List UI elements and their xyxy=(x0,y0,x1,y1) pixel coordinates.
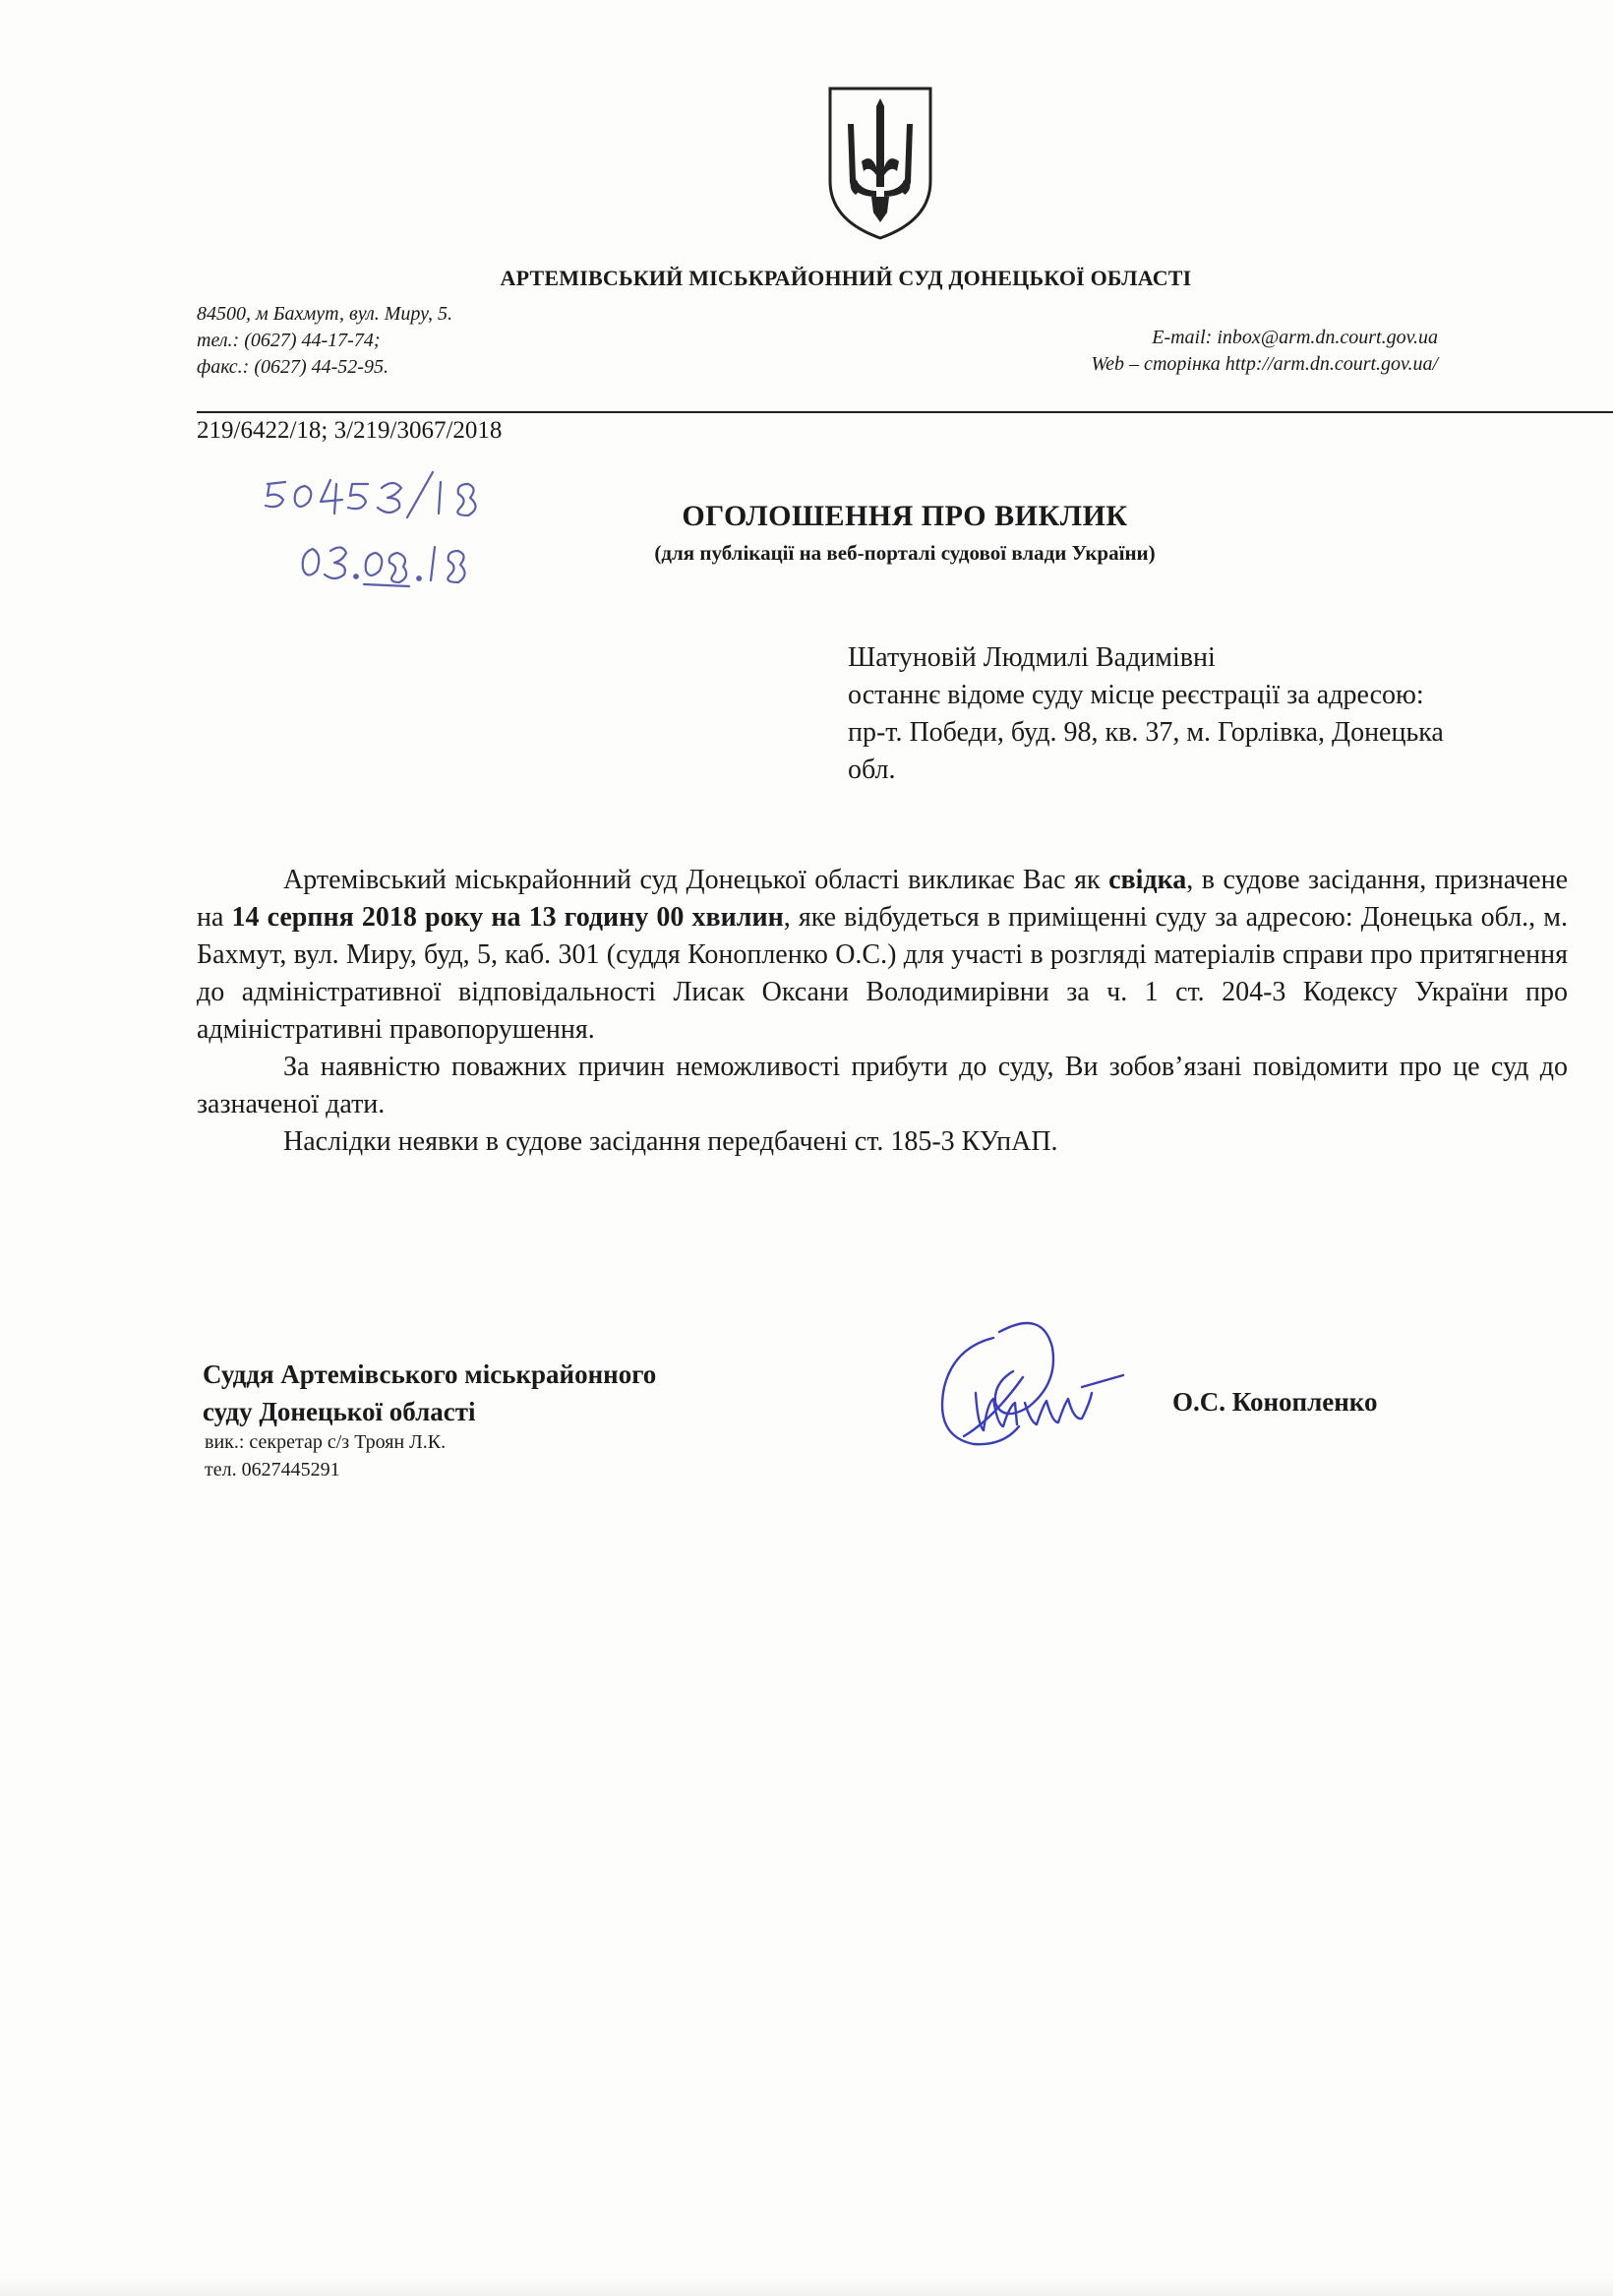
court-phone: тел.: (0627) 44-17-74; xyxy=(197,330,381,351)
body-paragraph-consequences: Наслідки неявки в судове засідання передбачені ст. 185-3 КУпАП. xyxy=(283,1126,1058,1157)
court-fax: факс.: (0627) 44-52-95. xyxy=(197,356,388,378)
hearing-datetime: 14 серпня 2018 року на 13 годину 00 хвилин xyxy=(231,902,784,933)
judge-name: О.С. Коноплeнко xyxy=(1172,1387,1378,1417)
handwritten-date xyxy=(295,531,511,590)
judge-title: Суддя Артемівського міськрайонного суду Донецької області xyxy=(203,1359,657,1426)
court-name: АРТЕМІВСЬКИЙ МІСЬКРАЙОННИЙ СУД ДОНЕЦЬКОЇ ОБЛАСТІ xyxy=(500,266,1192,290)
body-paragraph-summons: Артемівський міськрайонний суд Донецької області викликає Вас як свідка, в судове засідання, призначене на 14 серпня 2018 року на 13 годину 00 хвилин, яке відбудеться в приміщенні суду за адресою: Донецька обл., м. Бахмут, вул. Миру, буд, 5, каб. 301 (суддя Коноплeнко О.С.) для участі в розгляді матеріалів справи про притягнення до адміністративної відповідальності Лисак Оксани Володимирівни за ч. 1 ст. 204-3 Кодексу України про адміністративні правопорушення. xyxy=(197,865,1568,1045)
addressee-address-line: останнє відоме суду місце реєстрації за адресою: xyxy=(848,680,1424,710)
court-website: Web – сторінка http://arm.dn.court.gov.ua/ xyxy=(1091,353,1438,375)
scan-edge xyxy=(0,2278,1613,2296)
addressee-address-line: пр-т. Победи, буд. 98, кв. 37, м. Горлівка, Донецька xyxy=(848,717,1444,748)
secretary-info xyxy=(205,1428,446,1483)
secretary-name: вик.: секретар с/з Троян Л.К. xyxy=(205,1431,447,1453)
court-contacts xyxy=(197,301,452,381)
case-number: 219/6422/18; 3/219/3067/2018 xyxy=(197,417,503,444)
header-divider xyxy=(197,411,1613,413)
handwritten-registration-number xyxy=(258,462,504,521)
notice-body xyxy=(197,862,1568,1161)
addressee-name: Шатуновій Людмилі Вадимівні xyxy=(848,642,1216,673)
court-online-contacts xyxy=(1091,325,1438,378)
notice-title: ОГОЛОШЕННЯ ПРО ВИКЛИК xyxy=(682,500,1128,532)
secretary-phone: тел. 0627445291 xyxy=(205,1459,340,1480)
role-witness: свідка xyxy=(1108,865,1187,895)
addressee-block xyxy=(848,639,1568,789)
trident-emblem-icon xyxy=(822,85,938,242)
notice-subtitle: (для публікації на веб-порталі судової влади України) xyxy=(654,541,1156,565)
court-address: 84500, м Бахмут, вул. Миру, 5. xyxy=(197,303,453,325)
body-paragraph-obligation: За наявністю поважних причин неможливості прибути до суду, Ви зобов’язані повідомити про це суд до зазначеної дати. xyxy=(197,1052,1568,1119)
court-email: E-mail: inbox@arm.dn.court.gov.ua xyxy=(1152,327,1438,348)
judge-signature xyxy=(934,1308,1151,1466)
addressee-address-line: обл. xyxy=(848,755,896,785)
